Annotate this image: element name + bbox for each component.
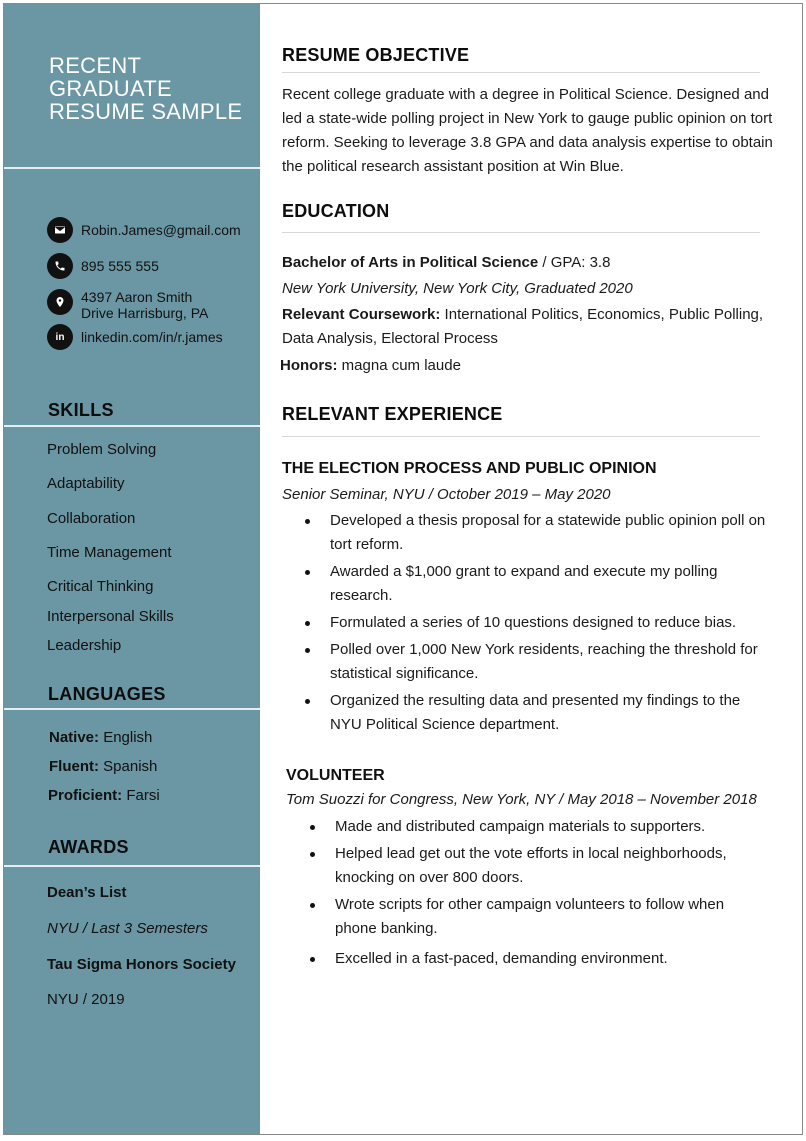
- bullet-item: Made and distributed campaign materials to supporters.: [307, 815, 767, 839]
- education-heading: EDUCATION: [282, 201, 390, 221]
- language-level: Native:: [49, 729, 100, 746]
- bullet-item: Wrote scripts for other campaign volunteers to follow when phone banking.: [307, 893, 767, 941]
- honors-line: [280, 354, 780, 378]
- contact-address: [47, 289, 208, 321]
- bullet-item: Awarded a $1,000 grant to expand and execute my polling research.: [302, 560, 772, 608]
- email-text: Robin.James@gmail.com: [81, 222, 241, 238]
- language-level: Fluent:: [49, 758, 99, 775]
- bullet-item: Polled over 1,000 New York residents, reaching the threshold for statistical significance.: [302, 638, 772, 686]
- languages-divider: [4, 708, 260, 710]
- skill-item: Adaptability: [47, 475, 125, 492]
- award-detail: NYU / Last 3 Semesters: [47, 920, 208, 937]
- bullet-item: Formulated a series of 10 questions designed to reduce bias.: [302, 611, 772, 635]
- gpa: / GPA: 3.8: [538, 254, 611, 271]
- phone-text: 895 555 555: [81, 258, 159, 274]
- languages-heading: LANGUAGES: [48, 684, 166, 704]
- education-divider: [282, 232, 760, 233]
- skill-item: Critical Thinking: [47, 578, 154, 595]
- title-line-3: RESUME SAMPLE: [49, 99, 243, 124]
- title-line-2: GRADUATE: [49, 76, 173, 101]
- coursework-line: [282, 303, 782, 327]
- language-item: [48, 787, 160, 804]
- bullet-item: Developed a thesis proposal for a statewide public opinion poll on tort reform.: [302, 509, 772, 557]
- contact-email[interactable]: [47, 217, 241, 243]
- bullet-item: Organized the resulting data and presented my findings to the NYU Political Science department.: [302, 689, 772, 737]
- phone-icon: [47, 253, 73, 279]
- skills-heading: SKILLS: [48, 400, 114, 420]
- resume-title: [49, 54, 249, 123]
- award-title: Tau Sigma Honors Society: [47, 956, 236, 973]
- contact-linkedin[interactable]: [47, 324, 223, 350]
- address-line-2: Drive Harrisburg, PA: [81, 305, 209, 321]
- job-title: THE ELECTION PROCESS AND PUBLIC OPINION: [282, 460, 657, 477]
- linkedin-text: linkedin.com/in/r.james: [81, 329, 223, 345]
- award-detail: NYU / 2019: [47, 991, 125, 1008]
- experience-divider: [282, 436, 760, 437]
- language-name: Spanish: [103, 758, 158, 775]
- skill-item: Problem Solving: [47, 441, 157, 458]
- language-item: [49, 758, 157, 775]
- email-icon: [47, 217, 73, 243]
- coursework-label: Relevant Coursework:: [282, 306, 441, 323]
- job-subtitle: Senior Seminar, NYU / October 2019 – May 2020: [282, 486, 611, 503]
- linkedin-icon: in: [47, 324, 73, 350]
- language-level: Proficient:: [48, 787, 123, 804]
- honors: magna cum laude: [337, 357, 461, 374]
- coursework: International Politics, Economics, Public Polling,: [440, 306, 764, 323]
- degree-line: [282, 251, 782, 275]
- bullet-item: Helped lead get out the vote efforts in local neighborhoods, knocking on over 800 doors.: [307, 842, 767, 890]
- objective-divider: [282, 72, 760, 73]
- skills-divider: [4, 425, 260, 427]
- skill-item: Collaboration: [47, 510, 136, 527]
- objective-heading: RESUME OBJECTIVE: [282, 45, 470, 65]
- objective-text: Recent college graduate with a degree in Political Science. Designed and led a state-wide polling project in New York to gauge public opinion on tort reform. Seeking to leverage 3.8 GPA and data analysis expertise to obtain the political research assistant position at Win Blue.: [282, 86, 773, 175]
- skill-item: Interpersonal Skills: [47, 608, 174, 625]
- location-pin-icon: [47, 289, 73, 315]
- title-line-1: RECENT: [49, 53, 142, 78]
- coursework-line-2: Data Analysis, Electoral Process: [282, 330, 498, 347]
- language-name: Farsi: [126, 787, 160, 804]
- award-title: Dean’s List: [47, 884, 127, 901]
- volunteer-title: VOLUNTEER: [286, 767, 385, 784]
- sidebar: [4, 4, 260, 1134]
- school-line: New York University, New York City, Graduated 2020: [282, 280, 633, 297]
- experience-heading: RELEVANT EXPERIENCE: [282, 404, 503, 424]
- awards-heading: AWARDS: [48, 837, 129, 857]
- volunteer-subtitle: Tom Suozzi for Congress, New York, NY / May 2018 – November 2018: [286, 791, 757, 808]
- honors-label: Honors:: [280, 357, 338, 374]
- address-line-1: 4397 Aaron Smith: [81, 289, 193, 305]
- address-text: [81, 289, 208, 321]
- bullet-item: Excelled in a fast-paced, demanding environment.: [307, 947, 767, 971]
- language-name: English: [103, 729, 153, 746]
- degree: Bachelor of Arts in Political Science: [282, 254, 539, 271]
- resume-page: [3, 3, 803, 1135]
- volunteer-bullets: [307, 815, 767, 974]
- contact-phone[interactable]: [47, 253, 159, 279]
- awards-divider: [4, 865, 260, 867]
- language-item: [49, 729, 152, 746]
- job-bullets: [302, 509, 772, 740]
- skill-item: Leadership: [47, 637, 122, 654]
- skill-item: Time Management: [47, 544, 172, 561]
- sidebar-divider: [4, 167, 260, 169]
